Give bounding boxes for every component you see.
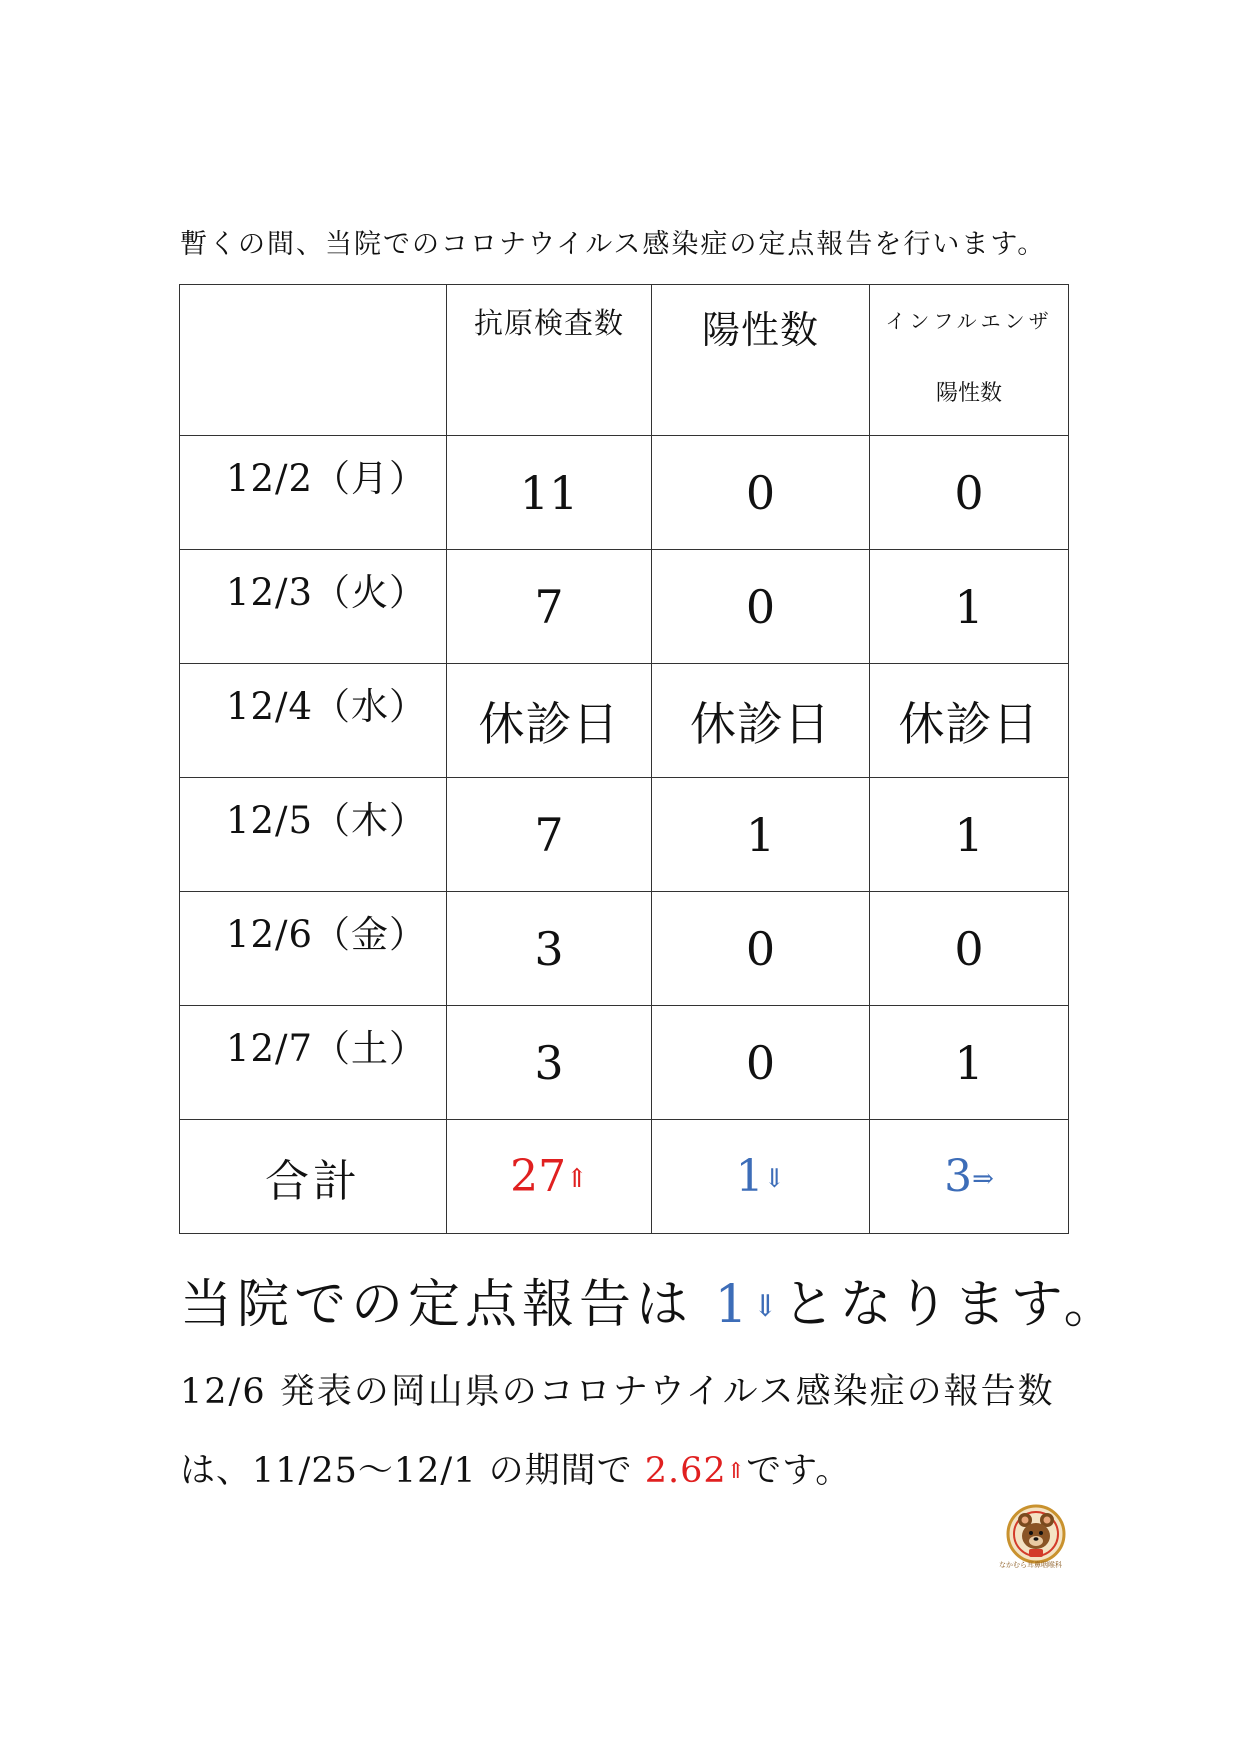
header-positive-cell — [652, 285, 870, 436]
table-row — [180, 550, 1069, 664]
date-label: 12/6（金） — [225, 913, 428, 956]
clinic-logo-icon — [1003, 1503, 1069, 1565]
antigen-cell: 3 — [447, 1006, 652, 1120]
total-flu-value: 3 — [944, 1151, 973, 1202]
total-flu-cell — [870, 1120, 1069, 1234]
antigen-cell: 7 — [447, 778, 652, 892]
antigen-cell: 7 — [447, 550, 652, 664]
positive-cell: 0 — [652, 436, 870, 550]
table-row — [180, 778, 1069, 892]
summary-number: 1 — [714, 1275, 753, 1335]
header-antigen-label: 抗原検査数 — [473, 306, 624, 340]
positive-cell: 1 — [652, 778, 870, 892]
total-antigen-cell — [447, 1120, 652, 1234]
flu-cell: 1 — [870, 550, 1069, 664]
date-cell — [180, 664, 447, 778]
summary-value — [715, 1275, 783, 1335]
header-flu-label-line1: インフルエンザ — [885, 309, 1053, 333]
table-row — [180, 892, 1069, 1006]
clinic-logo-text: なかむら耳鼻咽喉科 — [999, 1561, 1062, 1569]
date-cell — [180, 778, 447, 892]
note-line-1: 12/6 発表の岡山県のコロナウイルス感染症の報告数 — [180, 1372, 1055, 1412]
header-flu-cell — [870, 285, 1069, 436]
table-row — [180, 436, 1069, 550]
date-cell — [180, 550, 447, 664]
flu-cell: 0 — [870, 436, 1069, 550]
date-cell — [180, 436, 447, 550]
table-row — [180, 664, 1069, 778]
summary-text — [180, 1262, 1121, 1337]
table-row — [180, 1006, 1069, 1120]
header-empty-cell — [180, 285, 447, 436]
antigen-cell: 3 — [447, 892, 652, 1006]
note-line-2-suffix: です。 — [746, 1451, 852, 1491]
antigen-cell: 休診日 — [447, 664, 652, 778]
positive-cell: 0 — [652, 892, 870, 1006]
date-label: 12/4（水） — [225, 685, 428, 728]
total-positive-value: 1 — [735, 1151, 764, 1202]
summary-suffix: となります。 — [782, 1275, 1121, 1335]
note-value — [645, 1451, 746, 1491]
positive-cell: 0 — [652, 1006, 870, 1120]
note-number: 2.62 — [644, 1451, 727, 1491]
date-cell — [180, 892, 447, 1006]
total-positive-cell — [652, 1120, 870, 1234]
antigen-cell: 11 — [447, 436, 652, 550]
flu-cell: 1 — [870, 1006, 1069, 1120]
header-flu-label-line2: 陽性数 — [935, 381, 1002, 406]
up-arrow-icon: ⇑ — [566, 1164, 588, 1194]
intro-text: 暫くの間、当院でのコロナウイルス感染症の定点報告を行います。 — [180, 229, 1047, 260]
down-arrow-icon: ⇓ — [752, 1289, 783, 1324]
report-table — [179, 284, 1069, 1234]
note-line-2 — [180, 1443, 851, 1493]
total-label: 合計 — [180, 1120, 447, 1234]
flu-cell: 休診日 — [870, 664, 1069, 778]
note-line-2-prefix: は、11/25～12/1 の期間で — [180, 1451, 633, 1491]
date-label: 12/2（月） — [225, 457, 428, 500]
up-arrow-icon: ⇑ — [726, 1459, 747, 1484]
table-header-row — [180, 285, 1069, 436]
date-label: 12/5（木） — [225, 799, 428, 842]
date-label: 12/7（土） — [225, 1027, 428, 1070]
header-antigen-cell — [447, 285, 652, 436]
date-cell — [180, 1006, 447, 1120]
summary-prefix: 当院での定点報告は — [180, 1275, 694, 1335]
total-row — [180, 1120, 1069, 1234]
positive-cell: 休診日 — [652, 664, 870, 778]
down-arrow-icon: ⇓ — [763, 1164, 786, 1194]
header-positive-label: 陽性数 — [701, 308, 819, 352]
date-label: 12/3（火） — [225, 571, 428, 614]
total-antigen-value: 27 — [510, 1151, 567, 1202]
right-arrow-icon: ⇒ — [972, 1164, 994, 1194]
positive-cell: 0 — [652, 550, 870, 664]
flu-cell: 1 — [870, 778, 1069, 892]
flu-cell: 0 — [870, 892, 1069, 1006]
